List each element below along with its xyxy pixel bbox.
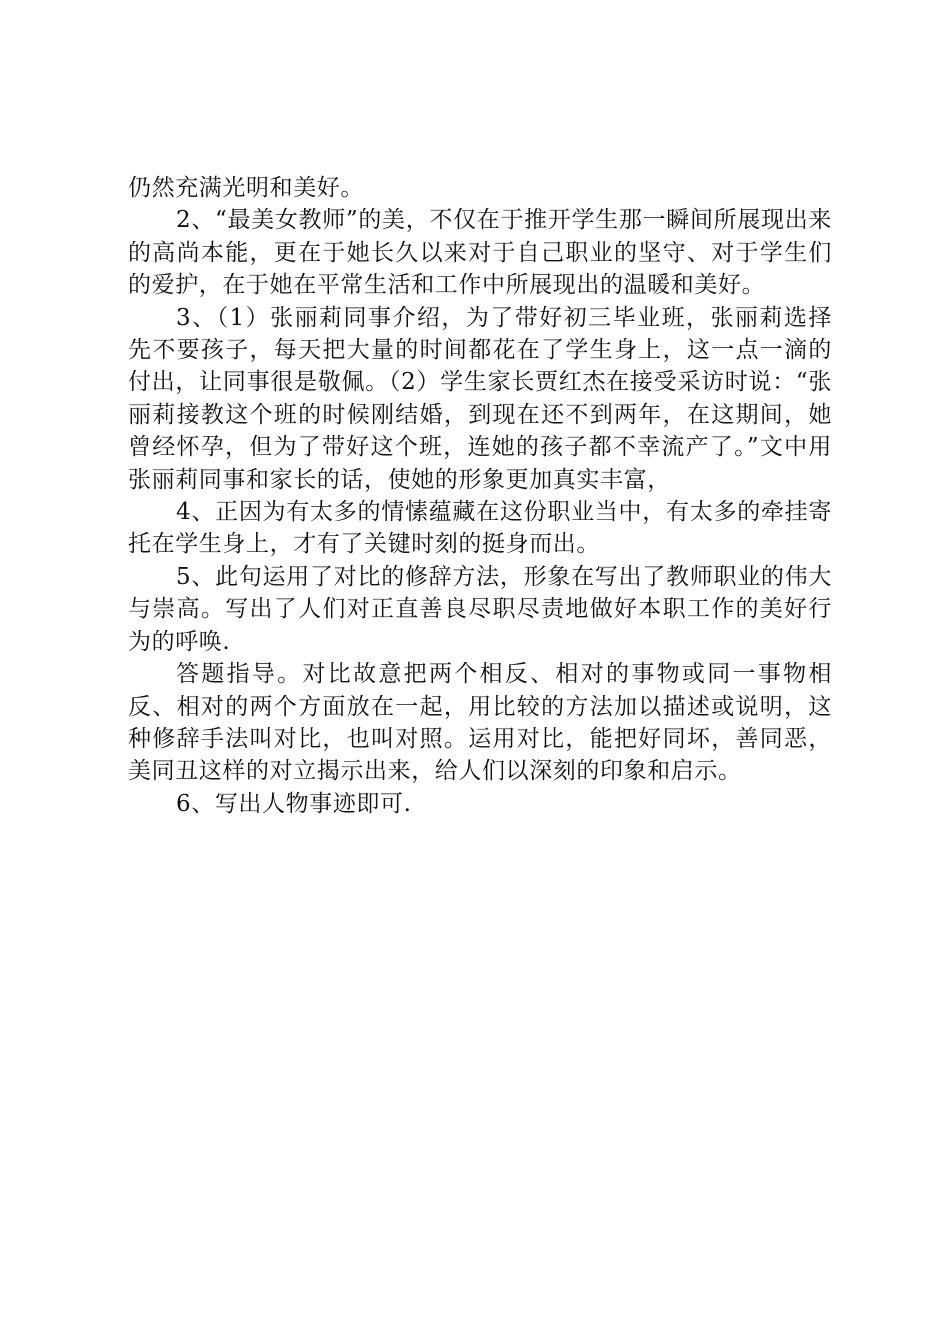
answer-5-paragraph: 5、此句运用了对比的修辞方法，形象在写出了教师职业的伟大与崇高。写出了人们对正直善良尽职尽责地做好本职工作的美好行为的呼唤. [128,563,832,655]
answer-3-paragraph: 3、（1）张丽莉同事介绍，为了带好初三毕业班，张丽莉选择先不要孩子，每天把大量的时间都花在了学生身上，这一点一滴的付出，让同事很是敬佩。（2）学生家长贾红杰在接受采访时说：“张丽莉接教这个班的时候刚结婚，到现在还不到两年，在这期间，她曾经怀孕，但为了带好这个班，连她的孩子都不幸流产了。”文中用张丽莉同事和家长的话，使她的形象更加真实丰富， [128,304,832,493]
paragraph-continuation: 仍然充满光明和美好。 [128,175,364,201]
answer-4-paragraph: 4、正因为有太多的情愫蕴藏在这份职业当中，有太多的牵挂寄托在学生身上，才有了关键时刻的挺身而出。 [128,499,832,558]
answer-guidance-paragraph: 答题指导。对比故意把两个相反、相对的事物或同一事物相反、相对的两个方面放在一起，用比较的方法加以描述或说明，这种修辞手法叫对比，也叫对照。运用对比，能把好同坏，善同恶，美同丑这样的对立揭示出来，给人们以深刻的印象和启示。 [128,661,832,785]
document-body [128,172,832,820]
answer-2-paragraph: 2、“最美女教师”的美，不仅在于推开学生那一瞬间所展现出来的高尚本能，更在于她长久以来对于自己职业的坚守、对于学生们的爱护，在于她在平常生活和工作中所展现出的温暖和美好。 [128,207,832,299]
answer-6-paragraph: 6、写出人物事迹即可. [176,790,412,817]
